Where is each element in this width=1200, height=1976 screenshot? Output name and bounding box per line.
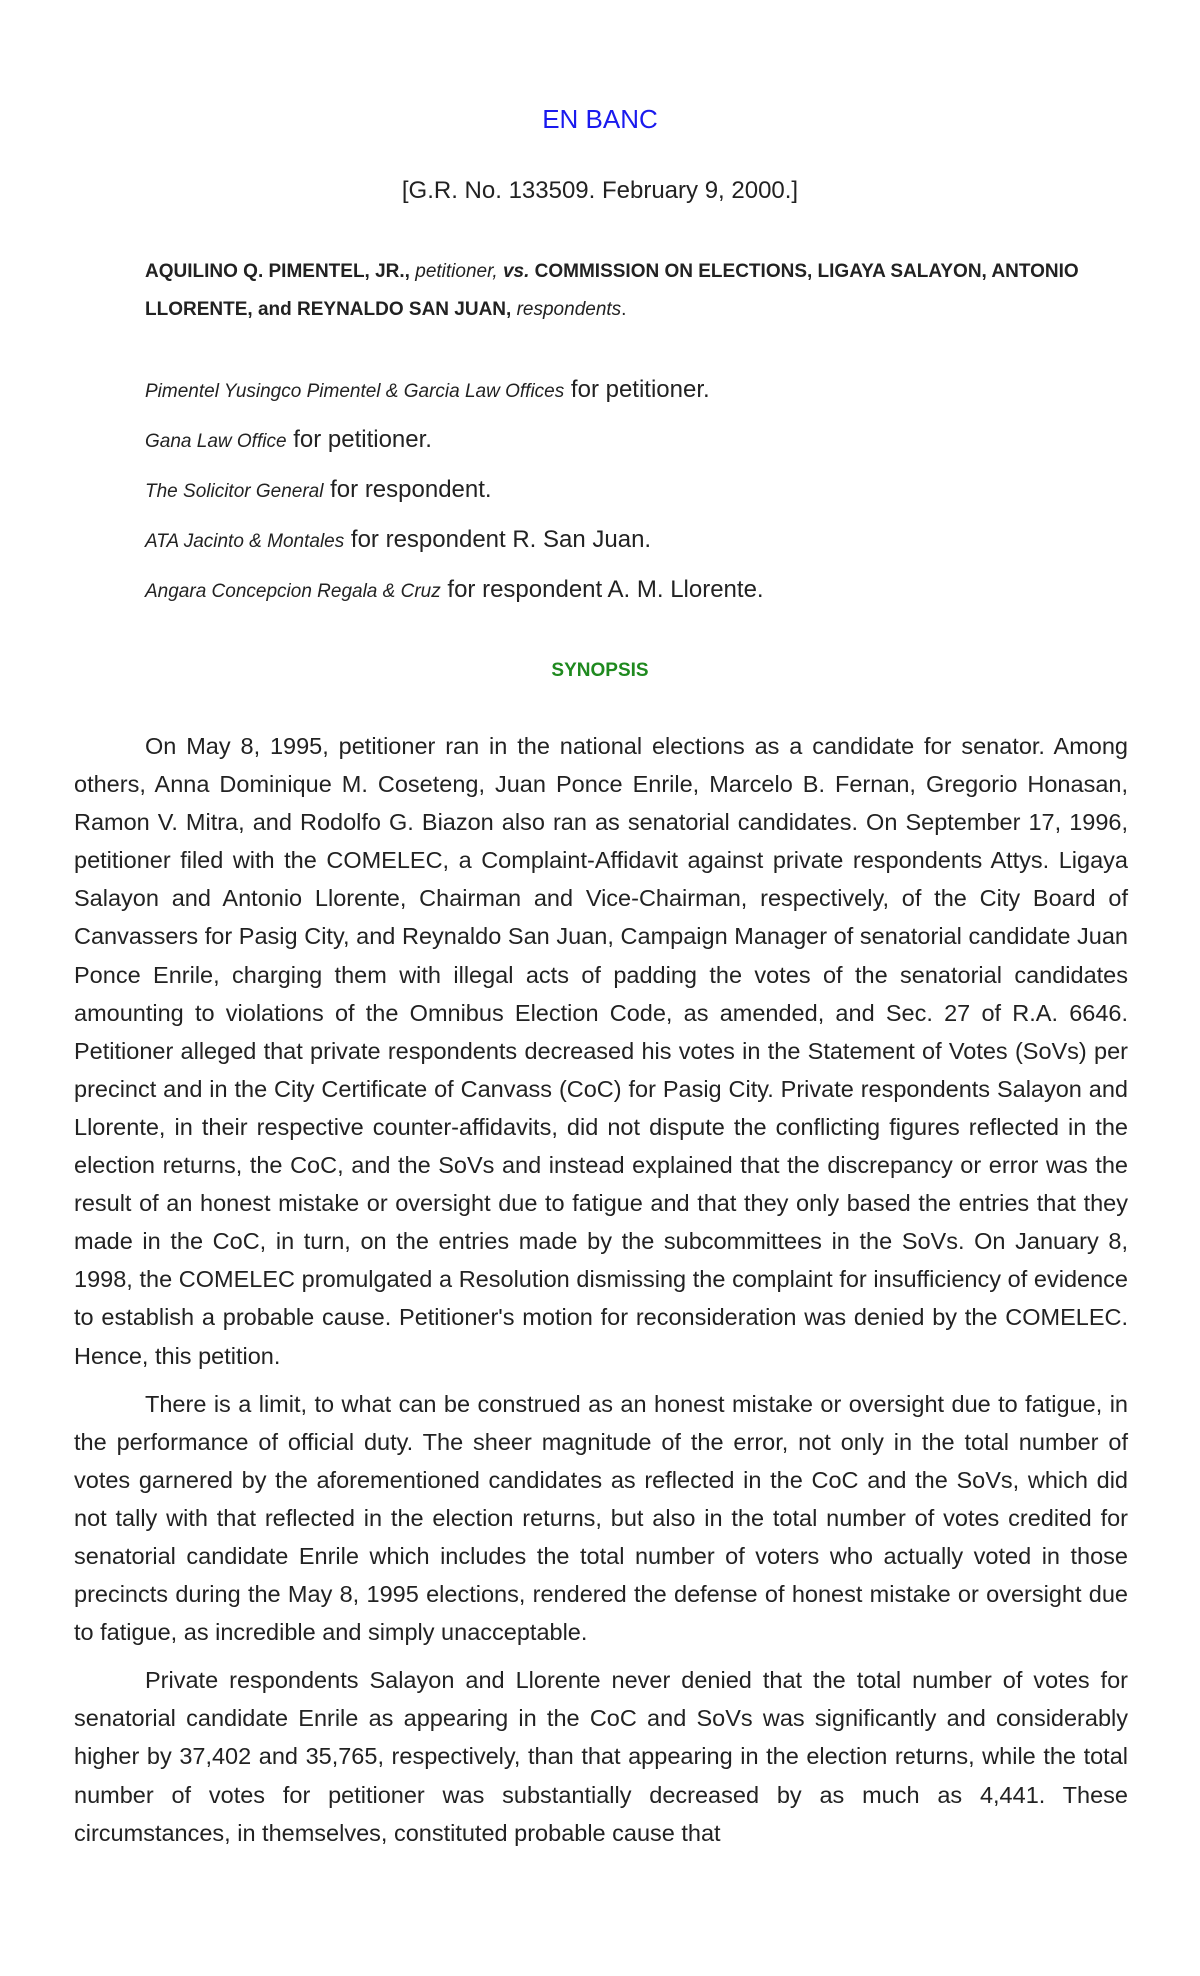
counsel-role: for respondent. — [330, 476, 492, 503]
respondent-names: COMMISSION ON ELECTIONS, LIGAYA SALAYON, ANTONIO LLORENTE, and REYNALDO SAN JUAN, — [145, 261, 1079, 320]
counsel-firm: Gana Law Office — [145, 431, 287, 452]
synopsis-heading: SYNOPSIS — [551, 660, 649, 681]
counsel-line — [145, 370, 1085, 420]
counsel-firm: Angara Concepcion Regala & Cruz — [145, 581, 441, 602]
court-division-heading: EN BANC — [542, 104, 658, 134]
synopsis-paragraph: Private respondents Salayon and Llorente never denied that the total number of votes for senatorial candidate Enrile as appearing in the CoC and SoVs was significantly and considerably higher by 37,402 and 35,765, respectively, than that appearing in the election returns, while the total number of votes for petitioner was substantially decreased by as much as 4,441. These circumstances, in themselves, constituted probable cause that — [74, 1667, 1128, 1846]
counsel-list — [145, 370, 1085, 620]
synopsis-body — [74, 727, 1128, 1862]
counsel-line — [145, 420, 1085, 470]
counsel-firm: Pimentel Yusingco Pimentel & Garcia Law Offices — [145, 381, 565, 402]
versus-label: vs. — [502, 261, 530, 282]
case-parties — [145, 253, 1085, 329]
petitioner-role: petitioner, — [415, 261, 498, 282]
synopsis-paragraph: On May 8, 1995, petitioner ran in the national elections as a candidate for senator. Among others, Anna Dominique M. Coseteng, Juan Ponce Enrile, Marcelo B. Fernan, Gregorio Honasan, Ramon V. Mitra, and Rodolfo G. Biazon also ran as senatorial candidates. On September 17, 1996, petitioner filed with the COMELEC, a Complaint-Affidavit against private respondents Attys. Ligaya Salayon and Antonio Llorente, Chairman and Vice-Chairman, respectively, of the City Board of Canvassers for Pasig City, and Reynaldo San Juan, Campaign Manager of senatorial candidate Juan Ponce Enrile, charging them with illegal acts of padding the votes of the senatorial candidates amounting to violations of the Omnibus Election Code, as amended, and Sec. 27 of R.A. 6646. Petitioner alleged that private respondents decreased his votes in the Statement of Votes (SoVs) per precinct and in the City Certificate of Canvass (CoC) for Pasig City. Private respondents Salayon and Llorente, in their respective counter-affidavits, did not dispute the conflicting figures reflected in the election returns, the CoC, and the SoVs and instead explained that the discrepancy or error was the result of an honest mistake or oversight due to fatigue and that they only based the entries that they made in the CoC, in turn, on the entries made by the subcommittees in the SoVs. On January 8, 1998, the COMELEC promulgated a Resolution dismissing the complaint for insufficiency of evidence to establish a probable cause. Petitioner's motion for reconsideration was denied by the COMELEC. Hence, this petition. — [74, 733, 1128, 1369]
synopsis-paragraph: There is a limit, to what can be construed as an honest mistake or oversight due to fatigue, in the performance of official duty. The sheer magnitude of the error, not only in the total number of votes garnered by the aforementioned candidates as reflected in the CoC and the SoVs, which did not tally with that reflected in the election returns, but also in the total number of votes credited for senatorial candidate Enrile which includes the total number of voters who actually voted in those precincts during the May 8, 1995 elections, rendered the defense of honest mistake or oversight due to fatigue, as incredible and simply unacceptable. — [74, 1390, 1128, 1646]
counsel-role: for respondent R. San Juan. — [350, 526, 652, 553]
counsel-role: for petitioner. — [293, 426, 432, 453]
counsel-line — [145, 470, 1085, 520]
case-number: [G.R. No. 133509. February 9, 2000.] — [401, 177, 799, 204]
counsel-role: for respondent A. M. Llorente. — [447, 576, 764, 603]
respondent-role: respondents — [516, 299, 622, 320]
parties-end: . — [621, 299, 627, 320]
counsel-role: for petitioner. — [570, 376, 710, 403]
counsel-line — [145, 570, 1085, 620]
counsel-firm: The Solicitor General — [145, 481, 324, 502]
petitioner-name: AQUILINO Q. PIMENTEL, JR., — [145, 261, 410, 282]
counsel-firm: ATA Jacinto & Montales — [145, 531, 345, 552]
counsel-line — [145, 520, 1085, 570]
